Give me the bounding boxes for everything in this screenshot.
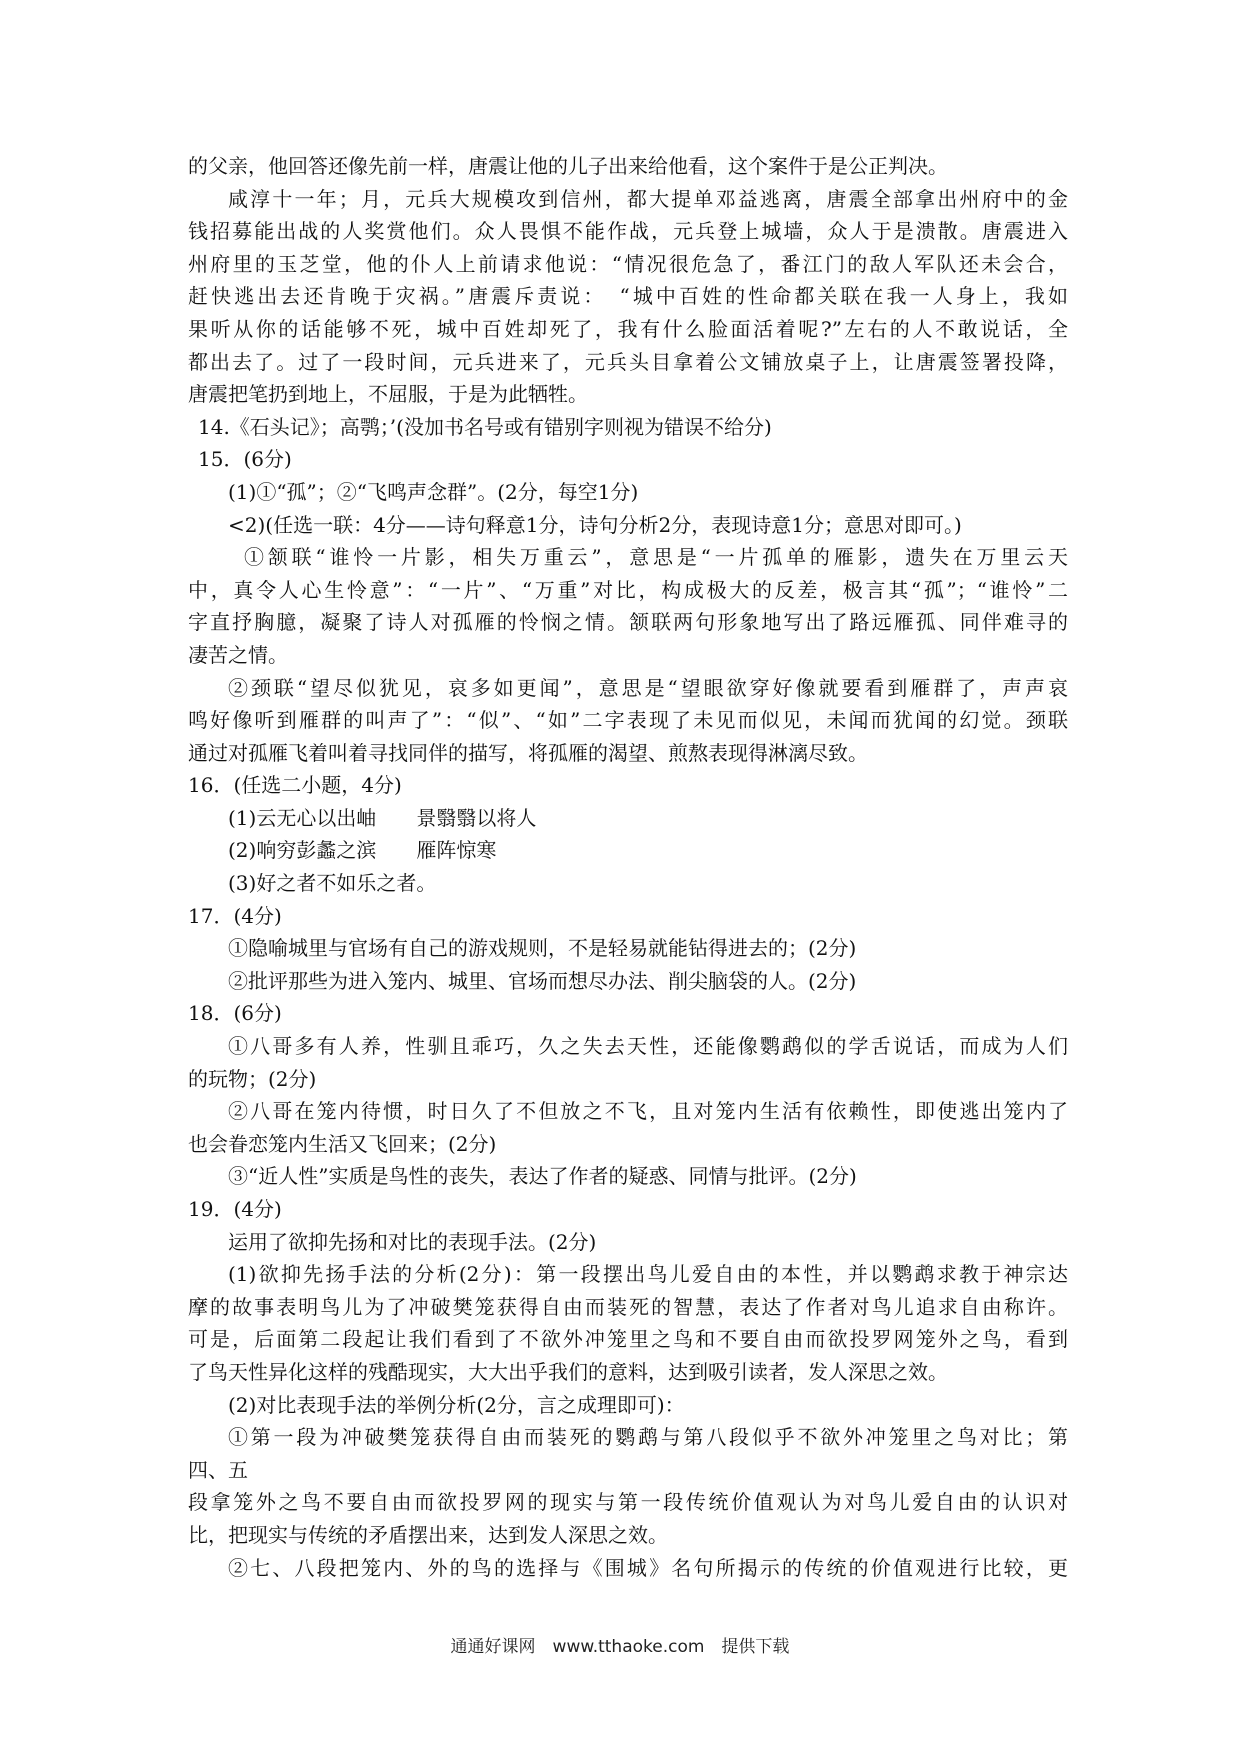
text-line: 段拿笼外之鸟不要自由而欲投罗网的现实与第一段传统价值观认为对鸟儿爱自由的认识对 [188, 1490, 1068, 1515]
text-line: 也会眷恋笼内生活又飞回来；(2分) [188, 1131, 497, 1156]
text-line: (3)好之者不如乐之者。 [228, 871, 437, 896]
text-line: 钱招募能出战的人奖赏他们。众人畏惧不能作战，元兵登上城墙，众人于是溃散。唐震进入 [188, 219, 1068, 244]
text-line: 的父亲，他回答还像先前一样，唐震让他的儿子出来给他看，这个案件于是公正判决。 [188, 154, 948, 178]
text-line: 州府里的玉芝堂，他的仆人上前请求他说：“情况很危急了，番江门的敌人军队还未会合， [188, 251, 1068, 276]
text-line: ①八哥多有人养，性驯且乖巧，久之失去天性，还能像鹦鹉似的学舌说话，而成为人们 [228, 1034, 1068, 1059]
text-line: ②颈联“望尽似犹见，哀多如更闻”，意思是“望眼欲穿好像就要看到雁群了，声声哀 [228, 675, 1068, 700]
text-line: 赶快逃出去还肯晚于灾祸。”唐震斥责说： “城中百姓的性命都关联在我一人身上，我如 [188, 284, 1068, 309]
text-line: 15．(6分) [198, 447, 292, 472]
text-line: 通过对孤雁飞着叫着寻找同伴的描写，将孤雁的渴望、煎熬表现得淋漓尽致。 [188, 740, 868, 765]
text-line: 18．(6分) [188, 1001, 282, 1026]
text-line: ①第一段为冲破樊笼获得自由而装死的鹦鹉与第八段似乎不欲外冲笼里之鸟对比；第 [228, 1425, 1068, 1450]
text-line: (2)对比表现手法的举例分析(2分，言之成理即可)： [228, 1392, 685, 1417]
text-line: 16．(任选二小题，4分) [188, 773, 402, 798]
text-line: 可是，后面第二段起让我们看到了不欲外冲笼里之鸟和不要自由而欲投罗网笼外之鸟，看到 [188, 1327, 1068, 1352]
text-line: 17．(4分) [188, 903, 282, 928]
text-line: (1)欲抑先扬手法的分析(2分)：第一段摆出鸟儿爱自由的本性，并以鹦鹉求教于神宗达 [228, 1262, 1068, 1287]
text-line: 的玩物；(2分) [188, 1066, 317, 1091]
text-line: 字直抒胸臆，凝聚了诗人对孤雁的怜悯之情。颔联两句形象地写出了路远雁孤、同伴难寻的 [188, 610, 1068, 635]
text-line: 14.《石头记》；高鹗；’(没加书名号或有错别字则视为错误不给分) [198, 414, 772, 439]
text-line: 摩的故事表明鸟儿为了冲破樊笼获得自由而装死的智慧，表达了作者对鸟儿追求自由称许。 [188, 1294, 1068, 1319]
text-line: 凄苦之情。 [188, 642, 288, 667]
text-line: 了鸟天性异化这样的残酷现实，大大出乎我们的意料，达到吸引读者，发人深思之效。 [188, 1359, 948, 1384]
text-line: 四、五 [188, 1457, 248, 1482]
page-footer: 通通好课网 www.tthaoke.com 提供下载 [450, 1637, 790, 1657]
text-line: ②七、八段把笼内、外的鸟的选择与《围城》名句所揭示的传统的价值观进行比较，更 [228, 1555, 1068, 1580]
text-line: <2)(任选一联：4分——诗句释意1分，诗句分析2分，表现诗意1分；意思对即可。) [228, 512, 962, 537]
text-line: (2)响穷彭蠡之滨 雁阵惊寒 [228, 838, 497, 863]
text-line: 比，把现实与传统的矛盾摆出来，达到发人深思之效。 [188, 1522, 668, 1547]
document-body [188, 150, 1068, 1584]
text-line: ①颔联“谁怜一片影，相失万重云”，意思是“一片孤单的雁影，遗失在万里云天 [244, 545, 1068, 570]
text-line: 运用了欲抑先扬和对比的表现手法。(2分) [228, 1229, 597, 1254]
text-line: (1)①“孤”；②“飞鸣声念群”。(2分，每空1分) [228, 479, 639, 504]
text-line: 19．(4分) [188, 1197, 282, 1221]
text-line: ②批评那些为进入笼内、城里、官场而想尽办法、削尖脑袋的人。(2分) [228, 968, 857, 993]
text-line: 中，真令人心生怜意”：“一片”、“万重”对比，构成极大的反差，极言其“孤”；“谁怜”二 [188, 577, 1068, 602]
text-line: ①隐喻城里与官场有自己的游戏规则，不是轻易就能钻得进去的；(2分) [228, 936, 857, 961]
text-line: (1)云无心以出岫 景翳翳以将人 [228, 805, 537, 830]
text-line: 都出去了。过了一段时间，元兵进来了，元兵头目拿着公文铺放桌子上，让唐震签署投降， [188, 349, 1068, 374]
text-line: 鸣好像听到雁群的叫声了”：“似”、“如”二字表现了未见而似见，未闻而犹闻的幻觉。颈联 [188, 708, 1068, 733]
text-line: 果听从你的话能够不死，城中百姓却死了，我有什么脸面活着呢?”左右的人不敢说话，全 [188, 316, 1068, 341]
text-line: ②八哥在笼内待惯，时日久了不但放之不飞，且对笼内生活有依赖性，即使逃出笼内了 [228, 1099, 1068, 1124]
text-line: 咸淳十一年；月，元兵大规模攻到信州，都大提单邓益逃离，唐震全部拿出州府中的金 [228, 186, 1068, 211]
text-line: 唐震把笔扔到地上，不屈服，于是为此牺牲。 [188, 382, 588, 407]
text-line: ③“近人性”实质是鸟性的丧失，表达了作者的疑惑、同情与批评。(2分) [228, 1164, 857, 1189]
